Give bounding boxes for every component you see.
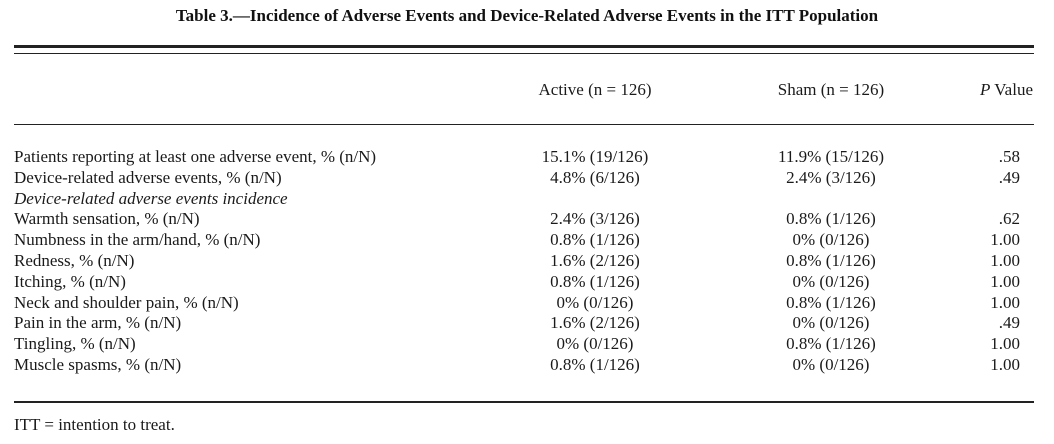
column-header-p-value	[880, 79, 1033, 101]
section-heading: Device-related adverse events incidence	[14, 188, 288, 208]
top-thin-rule	[14, 53, 1034, 54]
sham-value: 0% (0/126)	[792, 313, 870, 333]
row-label: Tingling, % (n/N)	[14, 334, 136, 354]
sham-value: 0.8% (1/126)	[786, 209, 876, 229]
table-row	[14, 230, 1034, 251]
table-row	[14, 355, 1034, 376]
row-label: Redness, % (n/N)	[14, 250, 135, 270]
row-label: Numbness in the arm/hand, % (n/N)	[14, 230, 261, 250]
p-value: 1.00	[990, 271, 1020, 291]
p-value: 1.00	[990, 292, 1020, 312]
row-label: Patients reporting at least one adverse event, % (n/N)	[14, 147, 377, 166]
sham-value: 0% (0/126)	[792, 354, 870, 374]
active-value: 0.8% (1/126)	[550, 271, 640, 291]
bottom-rule	[14, 401, 1034, 403]
active-value: 4.8% (6/126)	[550, 167, 640, 187]
active-value: 0.8% (1/126)	[550, 354, 640, 374]
table-row	[14, 251, 1034, 272]
table-body	[14, 147, 1034, 376]
table-row	[14, 168, 1034, 189]
active-value: 2.4% (3/126)	[550, 209, 640, 229]
column-header-sham: Sham (n = 126)	[777, 80, 885, 99]
sham-value: 0.8% (1/126)	[786, 292, 876, 312]
row-label: Pain in the arm, % (n/N)	[14, 313, 182, 333]
top-double-rule	[14, 45, 1034, 48]
active-value: 15.1% (19/126)	[541, 147, 649, 166]
p-value: 1.00	[990, 354, 1020, 374]
table-row	[14, 293, 1034, 314]
p-value: 1.00	[990, 250, 1020, 270]
p-value: .62	[998, 209, 1020, 229]
row-label: Warmth sensation, % (n/N)	[14, 209, 200, 229]
active-value: 1.6% (2/126)	[550, 250, 640, 270]
table-row	[14, 334, 1034, 355]
p-value: .49	[998, 313, 1020, 333]
active-value: 0% (0/126)	[556, 334, 634, 354]
sham-value: 0% (0/126)	[792, 271, 870, 291]
table-footnote: ITT = intention to treat.	[14, 415, 175, 434]
table-row	[14, 209, 1034, 230]
column-header-active: Active (n = 126)	[538, 80, 652, 99]
table-row	[14, 147, 1034, 168]
section-heading-row	[14, 189, 1034, 210]
active-value: 0% (0/126)	[556, 292, 634, 312]
table-row	[14, 313, 1034, 334]
p-symbol: P	[979, 80, 991, 99]
sham-value: 0% (0/126)	[792, 230, 870, 250]
row-label: Device-related adverse events, % (n/N)	[14, 167, 282, 187]
header-rule	[14, 124, 1034, 125]
p-value: .58	[998, 147, 1020, 166]
row-label: Neck and shoulder pain, % (n/N)	[14, 292, 239, 312]
row-label: Itching, % (n/N)	[14, 271, 126, 291]
sham-value: 2.4% (3/126)	[786, 167, 876, 187]
table-row	[14, 272, 1034, 293]
sham-value: 0.8% (1/126)	[786, 334, 876, 354]
table-title: Table 3.—Incidence of Adverse Events and Device-Related Adverse Events in the ITT Population	[175, 6, 879, 25]
sham-value: 0.8% (1/126)	[786, 250, 876, 270]
sham-value: 11.9% (15/126)	[777, 147, 885, 166]
p-value: .49	[998, 167, 1020, 187]
active-value: 1.6% (2/126)	[550, 313, 640, 333]
active-value: 0.8% (1/126)	[550, 230, 640, 250]
row-label: Muscle spasms, % (n/N)	[14, 354, 182, 374]
p-value: 1.00	[990, 230, 1020, 250]
p-value: 1.00	[990, 334, 1020, 354]
p-value-label: Value	[990, 80, 1033, 99]
